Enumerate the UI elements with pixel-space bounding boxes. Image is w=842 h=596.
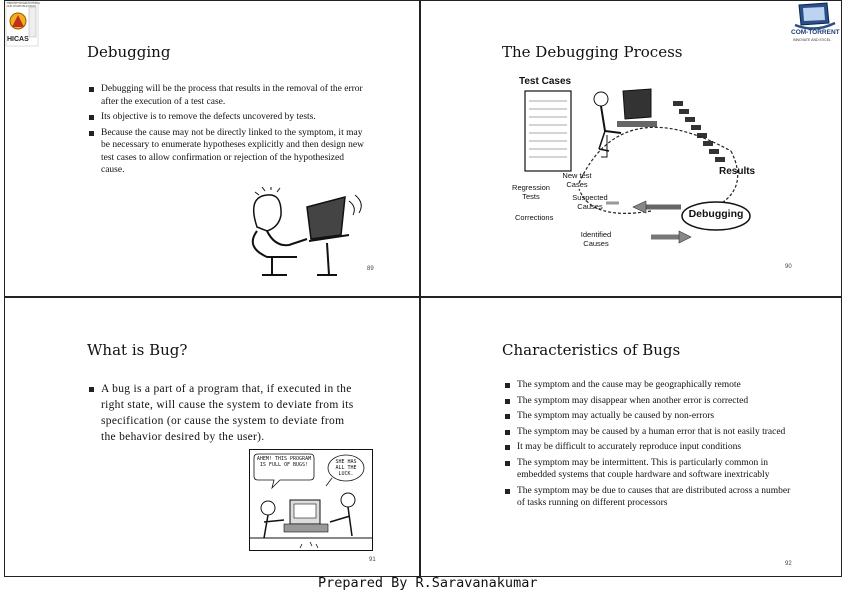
slide3-bullets (89, 381, 357, 445)
com-torrent-logo (789, 1, 841, 47)
list-item: Because the cause may not be directly linked to the symptom, it may be necessary to enumerate hypotheses explicitly and then design new test cases to allow confirmation or rejection of the hypothesized cause. (89, 127, 365, 177)
slide-what-is-bug (4, 297, 420, 577)
slide-characteristics-of-bugs (420, 297, 842, 577)
test-cases-label: Test Cases (519, 76, 572, 87)
page-number: 91 (369, 557, 376, 563)
bug-comic-illustration (249, 449, 373, 551)
frustrated-programmer-illustration (237, 187, 372, 279)
presenter-credit-footer: Prepared By R.Saravanakumar (318, 575, 538, 591)
list-item: A bug is a part of a program that, if executed in the right state, will cause the system to deviate from its specification (or cause the system to deviate from the behavior desired by the user). (89, 381, 357, 445)
slide4-title: Characteristics of Bugs (502, 341, 681, 359)
results-label: Results (719, 166, 756, 177)
debugging-label: Debugging (688, 208, 744, 220)
hicas-logo-line-2: AND CHARITABLE TRUST (7, 5, 37, 8)
list-item: The symptom and the cause may be geographically remote (505, 379, 791, 392)
slide4-bullets (505, 379, 791, 513)
page-number: 92 (785, 561, 792, 567)
list-item: Debugging will be the process that results in the removal of the error after the execution of a test case. (89, 83, 365, 108)
slide1-title: Debugging (87, 43, 171, 61)
list-item: The symptom may be caused by a human error that is not easily traced (505, 426, 791, 439)
hicas-logo-text: HICAS (7, 36, 29, 43)
tester-at-computer-icon (594, 89, 657, 157)
page-number: 90 (785, 264, 792, 270)
slide2-title: The Debugging Process (502, 43, 683, 61)
com-torrent-brand: COM-TORRENT (791, 29, 840, 36)
suspected-causes-label: Suspected Causes (572, 193, 608, 211)
debugging-process-diagram (501, 71, 761, 251)
list-item: The symptom may disappear when another error is corrected (505, 395, 791, 408)
page-number: 89 (367, 266, 374, 272)
new-test-cases-label: New test Cases (562, 171, 592, 189)
diagram-graphics (501, 71, 761, 251)
comic-bubble-2: SHE HAS ALL THE LUCK. (335, 459, 357, 477)
hicas-logo (5, 1, 39, 47)
test-case-stack-icon (525, 91, 571, 171)
list-item: The symptom may actually be caused by non-errors (505, 410, 791, 423)
list-item: The symptom may be due to causes that are distributed across a number of tasks running on different processors (505, 485, 791, 510)
slide-debugging (4, 0, 420, 297)
identified-causes-label: Identified Causes (580, 230, 612, 248)
list-item: Its objective is to remove the defects uncovered by tests. (89, 111, 365, 124)
hicas-logo-line-1: HINDUSTHAN EDUCATIONAL (7, 2, 41, 5)
results-staircase-icon (673, 101, 725, 162)
slide3-title: What is Bug? (87, 341, 188, 359)
regression-tests-label: Regression Tests (512, 183, 550, 201)
list-item: It may be difficult to accurately reproduce input conditions (505, 441, 791, 454)
corrections-label: Corrections (515, 213, 554, 222)
com-torrent-emblem-icon (789, 1, 841, 31)
slide-debugging-process (420, 0, 842, 297)
com-torrent-tagline: INNOVATE AND EXCEL (793, 38, 831, 42)
comic-bubble-1: AHEM! THIS PROGRAM IS FULL OF BUGS! (256, 456, 312, 468)
list-item: The symptom may be intermittent. This is particularly common in embedded systems that couple hardware and software inextricably (505, 457, 791, 482)
slide1-bullets (89, 83, 365, 180)
